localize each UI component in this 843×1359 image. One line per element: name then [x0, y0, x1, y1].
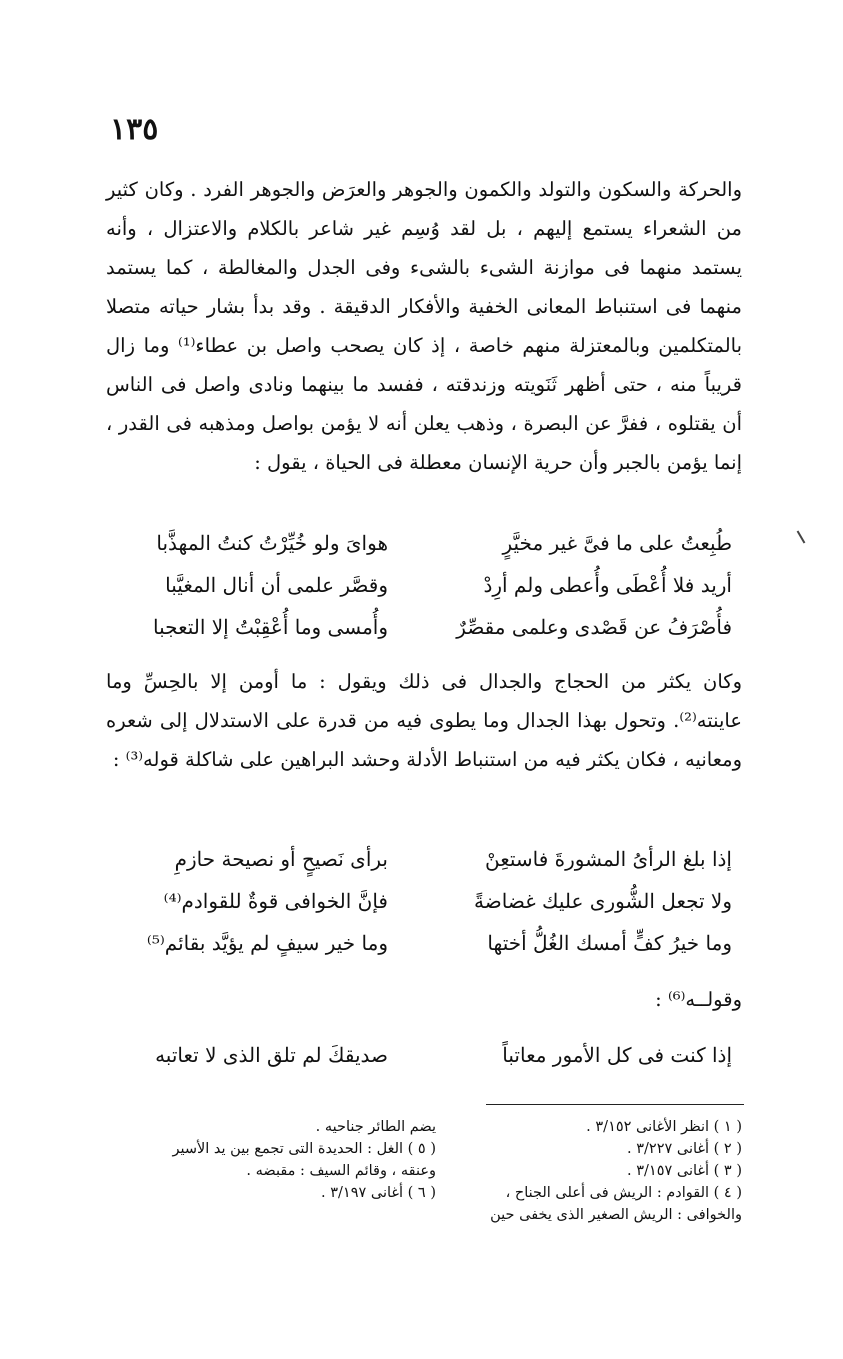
verse-line: [106, 522, 742, 564]
verse-first-hemistich: وما خيرُ كفٍّ أمسك الغُلُّ أختها: [487, 931, 732, 955]
page-number: ١٣٥: [110, 112, 159, 147]
verse-line: [106, 838, 742, 880]
verse-line: [106, 922, 742, 964]
footnote-line: ( ٢ ) أغانى ٣/٢٢٧ .: [627, 1141, 742, 1157]
verse-first-hemistich: إذا كنت فى كل الأمور معاتباً: [502, 1043, 732, 1067]
footnote-line: ( ٥ ) الغل : الحديدة التى تجمع بين يد الأسير: [172, 1141, 436, 1157]
verse-line: [106, 606, 742, 648]
verse-second-hemistich: وما خير سيفٍ لم يؤيَّد بقائم⁽⁵⁾: [146, 931, 388, 955]
verse-second-hemistich: برأى نَصيحٍ أو نصيحة حازمِ: [174, 847, 388, 871]
footnote-line: يضم الطائر جناحيه .: [315, 1119, 436, 1135]
poem-block-3: [106, 1034, 742, 1076]
verse-intro: وقولــه⁽⁶⁾ :: [655, 988, 742, 1011]
verse-second-hemistich: هواىَ ولو خُيِّرْتُ كنتُ المهذَّبا: [156, 531, 388, 555]
footnotes-right-column: [436, 1116, 742, 1226]
verse-line: [106, 880, 742, 922]
footnote-divider: [486, 1104, 744, 1105]
verse-line: [106, 1034, 742, 1076]
poem-block-1: [106, 522, 742, 648]
verse-second-hemistich: وقصَّر علمى أن أنال المغيَّبا: [165, 573, 388, 597]
verse-line: [106, 564, 742, 606]
verse-first-hemistich: طُبِعتُ على ما فىَّ غير مخيَّرٍ: [502, 531, 732, 555]
margin-mark: [797, 530, 806, 543]
verse-first-hemistich: ولا تجعل الشُّورى عليك غضاضةً: [474, 889, 732, 913]
second-paragraph: [106, 662, 742, 779]
poem-block-2: [106, 838, 742, 964]
footnotes-left-column: [130, 1116, 436, 1226]
main-paragraph: [106, 170, 742, 482]
verse-first-hemistich: فأُصْرَفُ عن قَصْدى وعلمى مقصِّرٌ: [456, 615, 732, 639]
verse-second-hemistich: فإنَّ الخوافى قوةٌ للقوادم⁽⁴⁾: [163, 889, 388, 913]
footnote-line: ( ٣ ) أغانى ٣/١٥٧ .: [627, 1163, 742, 1179]
verse-second-hemistich: وأُمسى وما أُعْقِبْتُ إلا التعجبا: [153, 615, 388, 639]
footnote-line: ( ٦ ) أغانى ٣/١٩٧ .: [321, 1185, 436, 1201]
footnotes: [130, 1116, 742, 1226]
paragraph-text: وكان يكثر من الحجاج والجدال فى ذلك ويقول : ما أومن إلا بالحِسِّ وما عاينته⁽²⁾. وتحول بهذا الجدال وما يطوى فيه من قدرة على الاستدلال إلى شعره ومعانيه ، فكان يكثر فيه من استنباط الأدلة وحشد البراهين على شاكلة قوله⁽³⁾ :: [106, 670, 742, 771]
footnote-line: ( ١ ) انظر الأغانى ٣/١٥٢ .: [586, 1119, 742, 1135]
verse-first-hemistich: إذا بلغ الرأىُ المشورةَ فاستعِنْ: [484, 847, 732, 871]
footnote-line: وعنقه ، وقائم السيف : مقبضه .: [246, 1163, 436, 1179]
footnote-line: ( ٤ ) القوادم : الريش فى أعلى الجناح ،: [505, 1185, 742, 1201]
verse-first-hemistich: أريد فلا أُعْطَى وأُعطى ولم أرِدْ: [483, 573, 732, 597]
verse-second-hemistich: صديقكَ لم تلق الذى لا تعاتبه: [155, 1043, 388, 1067]
paragraph-text: والحركة والسكون والتولد والكمون والجوهر والعرَض والجوهر الفرد . وكان كثير من الشعراء يستمع إليهم ، بل لقد وُسِم غير شاعر بالكلام والاعتزال ، وأنه يستمد منهما فى موازنة الشىء بالشىء وفى الجدل والمغالطة ، كما يستمد منهما فى استنباط المعانى الخفية والأفكار الدقيقة . وقد بدأ بشار حياته متصلا بالمتكلمين وبالمعتزلة منهم خاصة ، إذ كان يصحب واصل بن عطاء⁽¹⁾ وما زال قريباً منه ، حتى أظهر ثَنَويته وزندقته ، ففسد ما بينهما ونادى واصل فى الناس أن يقتلوه ، ففرَّ عن البصرة ، وذهب يعلن أنه لا يؤمن بواصل ومذهبه فى القدر ، إنما يؤمن بالجبر وأن حرية الإنسان معطلة فى الحياة ، يقول :: [106, 178, 743, 474]
footnote-line: والخوافى : الريش الصغير الذى يخفى حين: [490, 1207, 742, 1223]
